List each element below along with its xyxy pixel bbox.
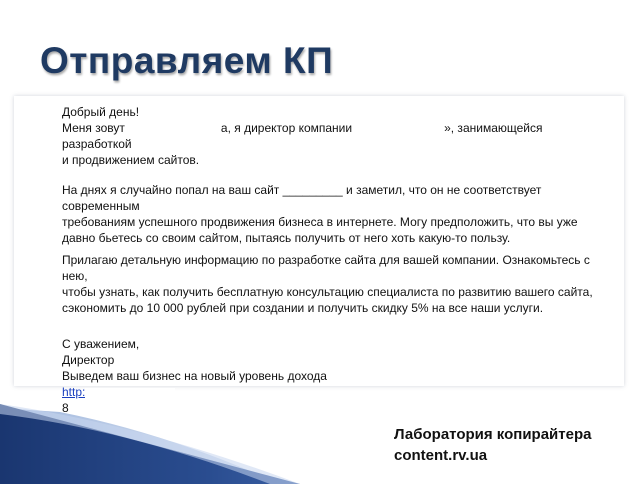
letter-regards: С уважением, <box>62 337 140 351</box>
footer-line-1: Лаборатория копирайтера <box>394 426 592 443</box>
intro-part-3: », занимающейся разработкой <box>62 121 543 151</box>
paragraph-2-line-2: чтобы узнать, как получить бесплатную консультацию специалиста по развитию вашего сайта, <box>62 285 593 299</box>
redacted-director-name <box>114 356 234 366</box>
signature-role-text: Директор <box>62 353 115 367</box>
intro-part-2: а, я директор компании <box>220 121 353 135</box>
slide-title: Отправляем КП <box>40 40 334 81</box>
letter-greeting: Добрый день! <box>62 105 140 119</box>
letter-intro-line <box>62 120 612 152</box>
letter-slogan: Выведем ваш бизнес на новый уровень дохода <box>62 369 327 383</box>
paragraph-1-line-3: давно бьетесь со своим сайтом, пытаясь получить от него хоть какую-то пользу. <box>62 231 511 245</box>
website-link[interactable]: http: <box>62 385 86 399</box>
footer-line-2: content.rv.ua <box>394 447 488 464</box>
paragraph-1-line-2: требованиям успешного продвижения бизнеса в интернете. Могу предположить, что вы уже <box>62 215 578 229</box>
letter-intro-line-2: и продвижением сайтов. <box>62 153 200 167</box>
footer-credit <box>394 424 591 466</box>
paragraph-1-line-1: На днях я случайно попал на ваш сайт _________ и заметил, что он не соответствует современным <box>62 183 542 213</box>
paragraph-2-line-3: сэкономить до 10 000 рублей при создании и получить скидку 5% на все наши услуги. <box>62 301 544 315</box>
redacted-name <box>125 124 221 134</box>
paragraph-2-line-1: Прилагаю детальную информацию по разработке сайта для вашей компании. Ознакомьтесь с нею, <box>62 253 590 283</box>
phone-prefix: 8 <box>62 401 69 415</box>
letter-image <box>14 96 624 415</box>
redacted-company <box>352 124 444 134</box>
letter-body <box>62 104 612 416</box>
letter-link-line <box>62 384 612 400</box>
redacted-url <box>85 388 175 398</box>
intro-part-1: Меня зовут <box>62 121 125 135</box>
letter-signature-role <box>62 352 612 368</box>
